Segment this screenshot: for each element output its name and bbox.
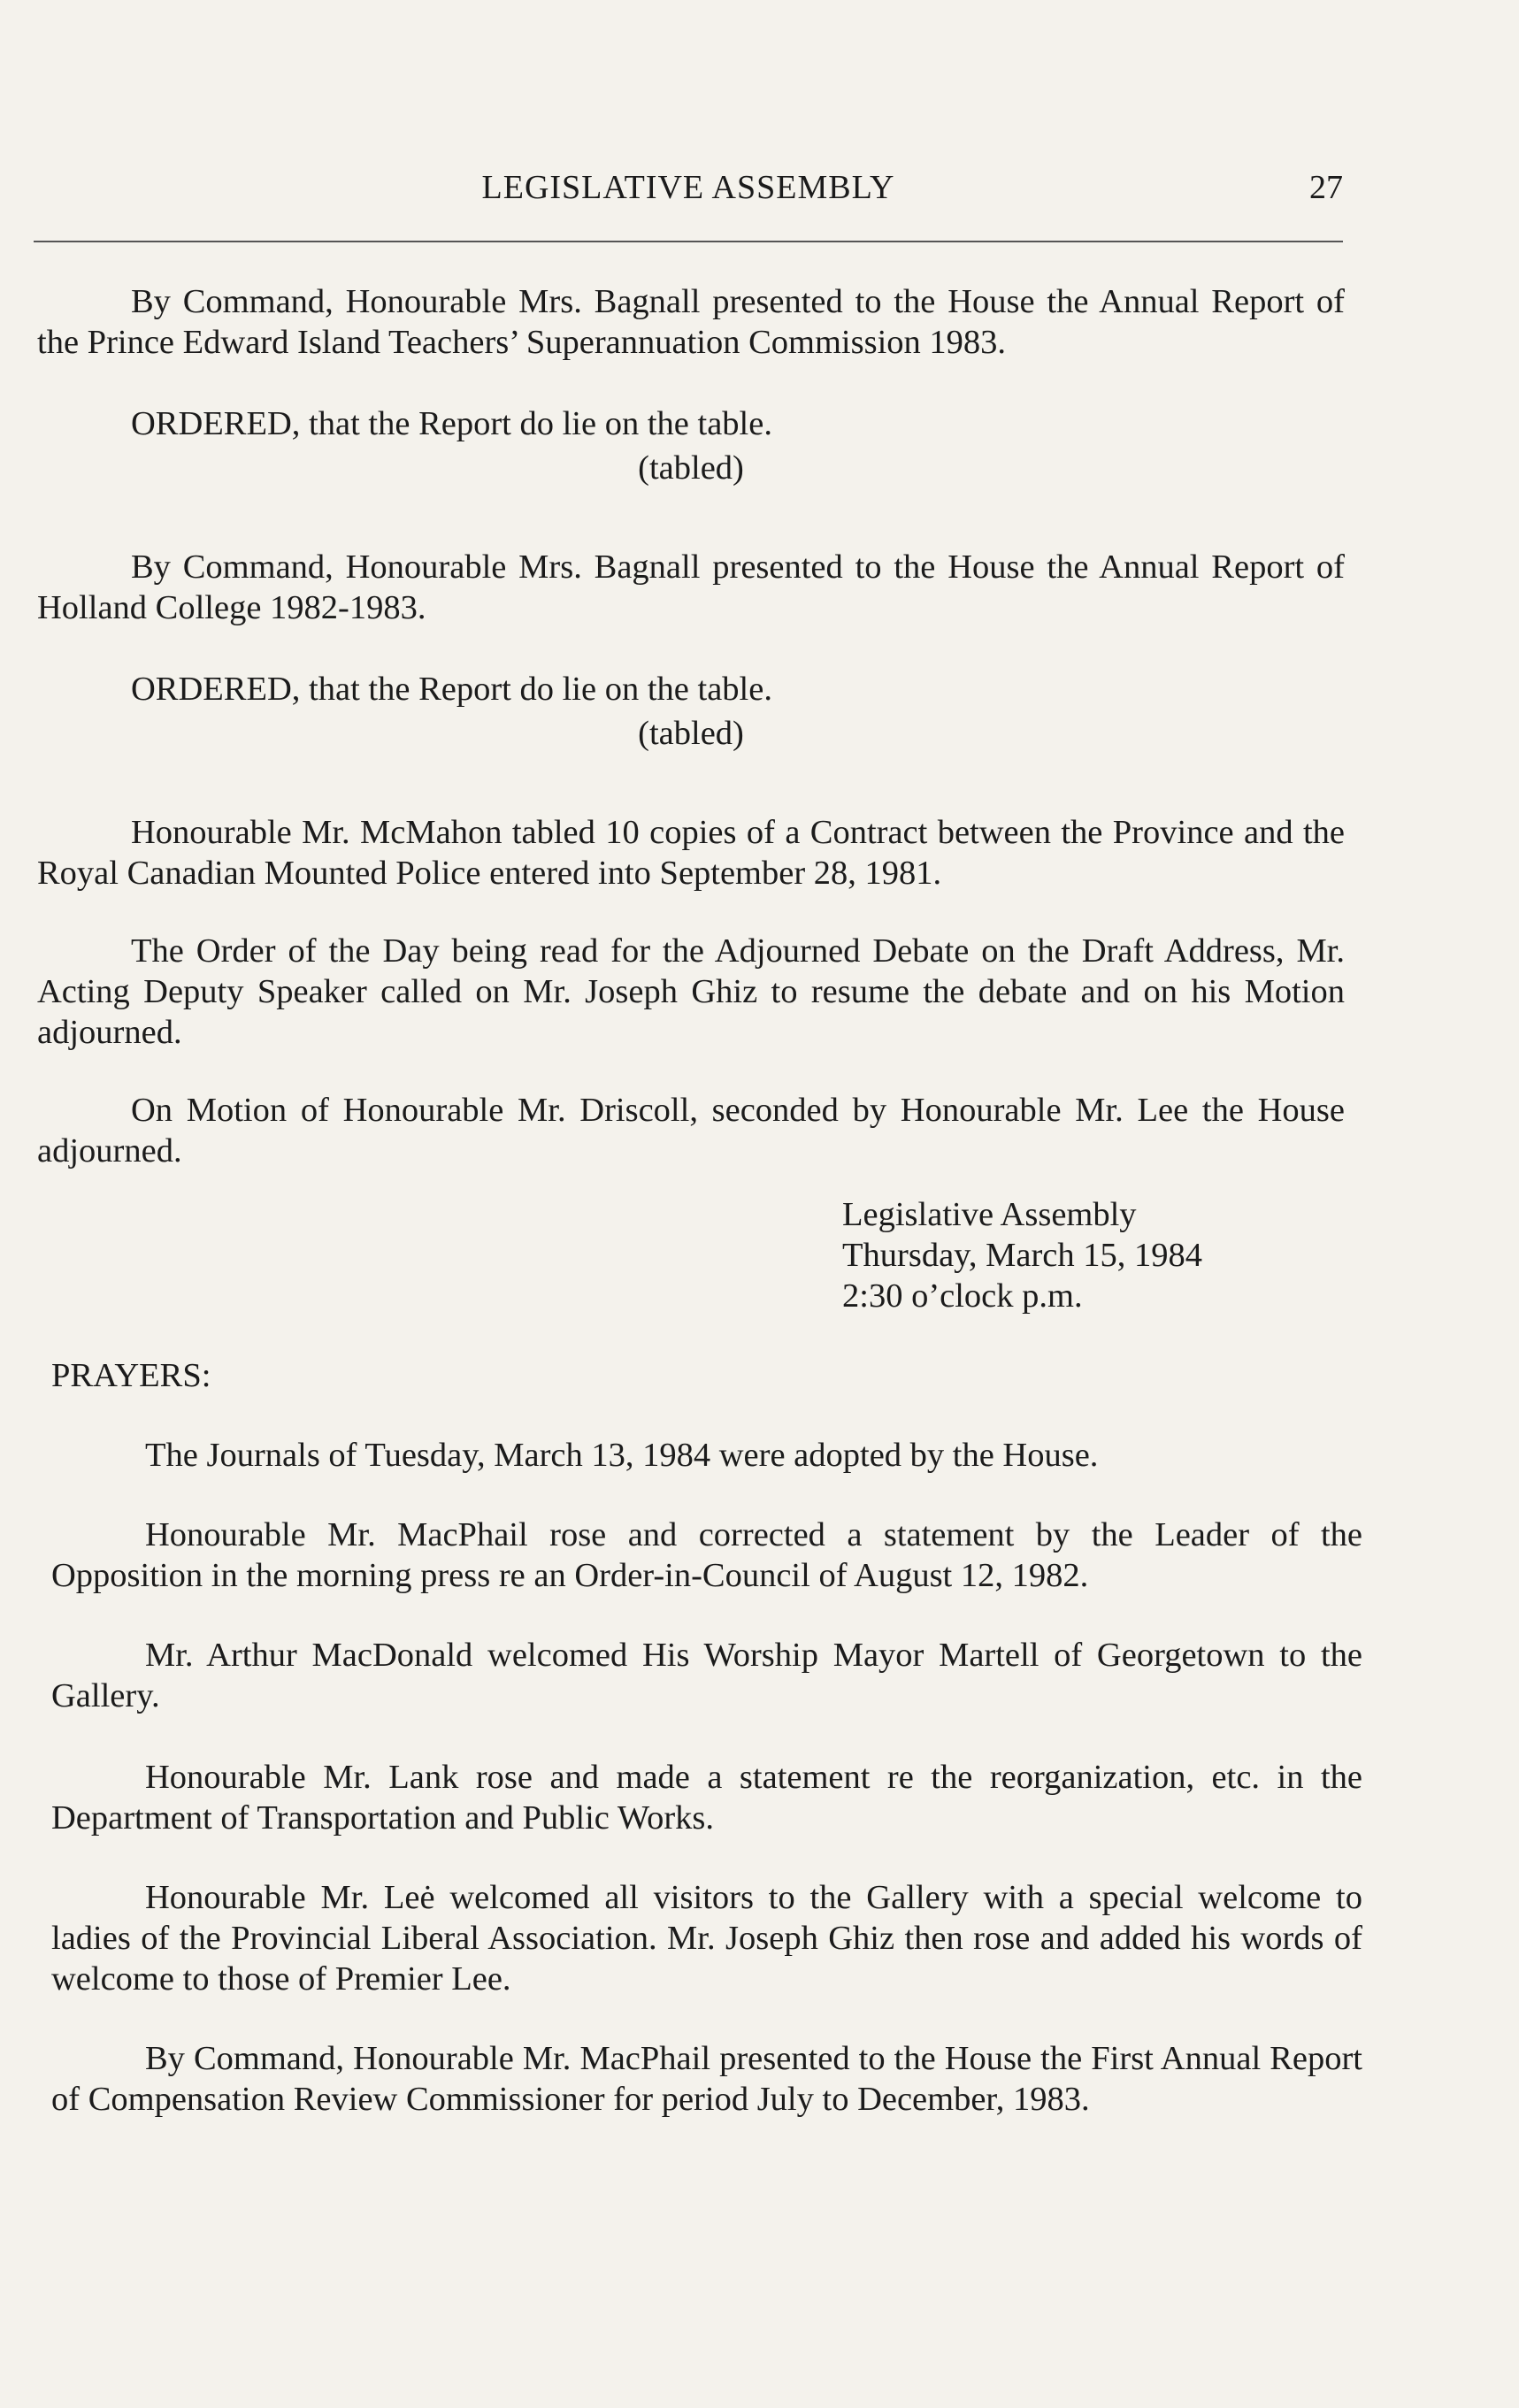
paragraph-ordered-2: ORDERED, that the Report do lie on the table. bbox=[131, 671, 772, 708]
tabled-note-1: (tabled) bbox=[638, 449, 744, 487]
sitting-dateline bbox=[842, 1194, 1202, 1316]
paragraph-macphail-statement: Honourable Mr. MacPhail rose and corrected a statement by the Leader of the Opposition in the morning press re an Order-in-Council of August 12, 1982. bbox=[51, 1516, 1362, 1594]
page-header bbox=[34, 168, 1343, 221]
paragraph-lank-statement: Honourable Mr. Lank rose and made a statement re the reorganization, etc. in the Department of Transportation and Public Works. bbox=[51, 1759, 1362, 1837]
prayers-heading: PRAYERS: bbox=[51, 1357, 211, 1394]
header-rule bbox=[34, 241, 1343, 242]
paragraph-lee-welcome: Honourable Mr. Leė welcomed all visitors to the Gallery with a special welcome to ladies of the Provincial Liberal Association. Mr. Joseph Ghiz then rose and added his words of welcome to those of Premier Lee. bbox=[51, 1879, 1362, 1998]
tabled-note-2: (tabled) bbox=[638, 715, 744, 752]
paragraph-macdonald-welcome: Mr. Arthur MacDonald welcomed His Worship Mayor Martell of Georgetown to the Gallery. bbox=[51, 1637, 1362, 1714]
paragraph-journals-adopted: The Journals of Tuesday, March 13, 1984 were adopted by the House. bbox=[145, 1437, 1099, 1474]
sitting-time: 2:30 o’clock p.m. bbox=[842, 1277, 1083, 1315]
paragraph-house-adjourned: On Motion of Honourable Mr. Driscoll, seconded by Honourable Mr. Lee the House adjourned. bbox=[37, 1092, 1345, 1169]
paragraph-bagnall-teachers-report: By Command, Honourable Mrs. Bagnall presented to the House the Annual Report of the Prince Edward Island Teachers’ Superannuation Commission 1983. bbox=[37, 283, 1345, 361]
paragraph-order-of-day: The Order of the Day being read for the Adjourned Debate on the Draft Address, Mr. Acting Deputy Speaker called on Mr. Joseph Ghiz to resume the debate and on his Motion adjourned. bbox=[37, 932, 1345, 1051]
sitting-place: Legislative Assembly bbox=[842, 1196, 1137, 1233]
paragraph-bagnall-holland-report: By Command, Honourable Mrs. Bagnall presented to the House the Annual Report of Holland College 1982-1983. bbox=[37, 548, 1345, 626]
page-number: 27 bbox=[1309, 169, 1343, 206]
paragraph-mcmahon-contract: Honourable Mr. McMahon tabled 10 copies of a Contract between the Province and the Royal Canadian Mounted Police entered into September 28, 1981. bbox=[37, 814, 1345, 892]
paragraph-macphail-compensation-report: By Command, Honourable Mr. MacPhail presented to the House the First Annual Report of Compensation Review Commissioner for period July to December, 1983. bbox=[51, 2040, 1362, 2118]
running-head: LEGISLATIVE ASSEMBLY bbox=[481, 169, 895, 206]
paragraph-ordered-1: ORDERED, that the Report do lie on the table. bbox=[131, 405, 772, 442]
sitting-date: Thursday, March 15, 1984 bbox=[842, 1237, 1203, 1274]
